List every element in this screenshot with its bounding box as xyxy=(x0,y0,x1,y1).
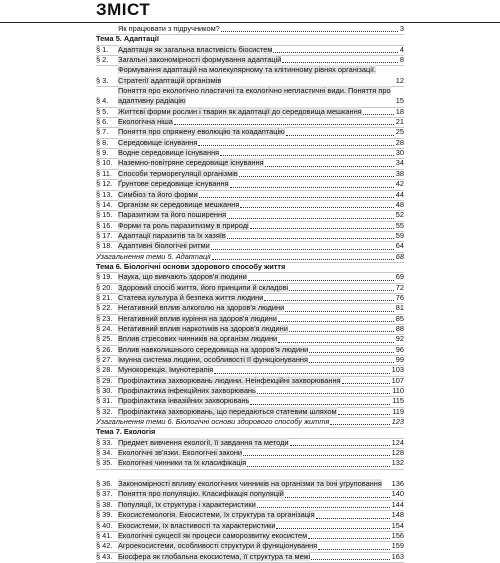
toc-entry-title: Адаптація як загальна властивість біосистем xyxy=(118,44,273,54)
toc-entry-title: Тема 7. Екологія xyxy=(96,427,156,437)
toc-row[interactable] xyxy=(96,470,404,491)
toc-entry-title: Екологічні зв'язки. Екологічні закони xyxy=(118,448,243,458)
toc-leader-dots xyxy=(227,238,394,239)
toc-leader-dots xyxy=(278,321,394,322)
toc-section-number: § 20. xyxy=(96,282,113,292)
toc-leader-dots xyxy=(264,300,393,301)
toc-leader-dots xyxy=(290,445,390,446)
toc-entry-title: Тема 5. Адаптації xyxy=(96,34,159,44)
toc-section-number: § 37. xyxy=(96,489,113,499)
toc-section-number: § 39. xyxy=(96,510,113,520)
toc-leader-dots xyxy=(221,31,398,32)
toc-entry-title: Паразитизм та його поширення xyxy=(118,210,227,220)
toc-leader-dots xyxy=(257,507,390,508)
toc-entry-title: Наука, що вивчають здоров'я людини xyxy=(118,272,247,282)
toc-page-number: 148 xyxy=(391,510,404,520)
toc-page-number: 123 xyxy=(391,417,404,427)
toc-leader-dots xyxy=(278,342,394,343)
toc-leader-dots xyxy=(211,249,394,250)
toc-entry-title: Водне середовище існування xyxy=(118,148,220,158)
toc-section-number: § 22. xyxy=(96,303,113,313)
toc-entry-title: Екологічна ніша xyxy=(118,117,173,127)
toc-entry-title: Мунокорекція. Імунотерапія xyxy=(118,365,214,375)
toc-page-number: 3 xyxy=(399,24,404,33)
toc-section-number: § 1. xyxy=(96,44,109,54)
toc-section-number: § 19. xyxy=(96,272,113,282)
toc-page-number: 12 xyxy=(395,75,404,85)
toc-entry-title: Поняття про популяцію. Класифікація популяцій xyxy=(118,489,284,499)
toc-row[interactable] xyxy=(96,553,404,563)
toc-section-number: § 26. xyxy=(96,344,113,354)
toc-leader-dots xyxy=(330,424,389,425)
toc-page-number: 18 xyxy=(395,106,404,116)
toc-entry-title: Поняття про спряжену еволюцію та коадаптацію xyxy=(118,127,285,137)
toc-leader-dots xyxy=(240,207,393,208)
toc-section-number: § 10. xyxy=(96,158,113,168)
toc-entry-title: Формування адаптацій на молекулярному та клітинному рівнях організації. Стратегії адаптацій організмів xyxy=(118,65,376,85)
toc-section-number: § 14. xyxy=(96,199,113,209)
toc-leader-dots xyxy=(273,52,397,53)
toc-entry-title: Вплив навколишнього середовища на здоров'я людини xyxy=(118,344,309,354)
toc-page-number: 88 xyxy=(395,323,404,333)
toc-entry-title: Середовище існування xyxy=(118,137,198,147)
toc-entry-title: Симбіоз та його форми xyxy=(118,189,198,199)
toc-row[interactable] xyxy=(96,459,404,469)
toc-section-number: § 34. xyxy=(96,448,113,458)
toc-entry-title: Форми та роль паразитизму в природі xyxy=(118,220,249,230)
toc-entry-title: Здоровий спосіб життя, його принципи й складові xyxy=(118,282,289,292)
toc-entry-title: Закономірності впливу екологічних чинників на організми та їхні угруповання xyxy=(118,479,382,489)
toc-section-number: § 38. xyxy=(96,499,113,509)
toc-leader-dots xyxy=(316,518,390,519)
toc-leader-dots xyxy=(282,62,398,63)
toc-section-number: § 33. xyxy=(96,437,113,447)
toc-section-number: § 8. xyxy=(96,137,109,147)
toc-page-number: 119 xyxy=(392,406,404,416)
toc-section-number: § 24. xyxy=(96,323,113,333)
toc-page-number: 64 xyxy=(395,241,404,251)
toc-page-number: 55 xyxy=(395,220,404,230)
toc-section-number: § 32. xyxy=(96,406,113,416)
toc-section-number: § 9. xyxy=(96,148,109,158)
toc-page-number: 96 xyxy=(395,344,404,354)
toc-leader-dots xyxy=(220,155,394,156)
toc-page-number: 15 xyxy=(395,96,404,106)
toc-entry-title: Вплив стресових чинників на організм людини xyxy=(118,334,278,344)
toc-page-number: 4 xyxy=(399,44,404,54)
toc-leader-dots xyxy=(250,404,390,405)
toc-page-number: 156 xyxy=(391,530,404,540)
toc-entry-title: Наземно-повітряне середовище існування xyxy=(118,158,264,168)
toc-page-number: 76 xyxy=(395,292,404,302)
page-title: ЗМІСТ xyxy=(96,0,151,19)
toc-entry-title: Екологічні чинники та їх класифікація xyxy=(118,458,247,468)
toc-page-number: 69 xyxy=(395,272,404,282)
toc-leader-dots xyxy=(289,331,394,332)
toc-section-number: § 16. xyxy=(96,220,113,230)
toc-page-number: 92 xyxy=(395,334,404,344)
toc-entry-title: Способи терморегуляції організмів xyxy=(118,168,238,178)
toc-entry-title: Екосистемологія. Екосистеми, їх структура та організація xyxy=(118,510,315,520)
toc-page-number: 124 xyxy=(391,437,404,447)
toc-leader-dots xyxy=(250,228,394,229)
toc-leader-dots xyxy=(227,218,394,219)
toc-row[interactable] xyxy=(96,87,404,108)
toc-page-number: 154 xyxy=(391,520,404,530)
toc-entry-title: Тема 6. Біологічні основи здорового способу життя xyxy=(96,261,286,271)
toc-page-number: 21 xyxy=(395,117,404,127)
toc-leader-dots xyxy=(212,259,394,260)
toc-leader-dots xyxy=(199,197,394,198)
toc-leader-dots xyxy=(239,176,394,177)
toc-page-number: 81 xyxy=(395,303,404,313)
toc-entry-title: Популяції, їх структура і характеристики xyxy=(118,499,256,509)
toc-entry-title: Поняття про екологічно пластичні та екологічно непластичні види. Поняття про адаптивну радіацію xyxy=(118,86,391,106)
toc-leader-dots xyxy=(265,166,394,167)
toc-section-number: § 12. xyxy=(96,179,113,189)
toc-section-number: § 28. xyxy=(96,365,113,375)
toc-section-number: § 40. xyxy=(96,520,113,530)
toc-entry-title: Біосфера як глобальна екосистема, її структура та межі xyxy=(118,551,311,561)
toc-page-number: 72 xyxy=(395,282,404,292)
toc-entry-title: Екосистеми, їх властивості та характеристики xyxy=(118,520,276,530)
toc-page-number: 48 xyxy=(395,199,404,209)
toc-leader-dots xyxy=(338,414,391,415)
toc-leader-dots xyxy=(286,135,394,136)
toc-section-number: § 3. xyxy=(96,75,109,85)
toc-page-number: 28 xyxy=(395,137,404,147)
toc-leader-dots xyxy=(285,311,394,312)
toc-section-number: § 11. xyxy=(96,168,112,178)
toc-section-number: § 25. xyxy=(96,334,113,344)
toc-entry-title: Профілактика інвазійних захворювань xyxy=(118,396,250,406)
toc-page-number: 103 xyxy=(391,365,404,375)
toc-page-number: 159 xyxy=(391,541,404,551)
toc-entry-title: Предмет вивчення екології, її завдання та методи xyxy=(118,437,289,447)
toc-entry-title: Узагальнення теми 6. Біологічні основи здорового способу життя xyxy=(96,417,330,427)
toc-leader-dots xyxy=(243,455,390,456)
toc-page-number: 107 xyxy=(391,375,404,385)
toc-section-number: § 6. xyxy=(96,117,109,127)
toc-page-number: 128 xyxy=(391,448,404,458)
toc-leader-dots xyxy=(248,280,394,281)
toc-leader-dots xyxy=(318,549,389,550)
toc-section-number: § 42. xyxy=(96,541,113,551)
toc-page-number: 34 xyxy=(395,158,404,168)
toc-leader-dots xyxy=(276,528,389,529)
toc-section-number: § 29. xyxy=(96,375,113,385)
toc-section-number: § 35. xyxy=(96,458,113,468)
toc-leader-dots xyxy=(247,466,389,467)
toc-entry-title: Профілактика захворювань людини. Неінфекційні захворювання xyxy=(118,375,341,385)
toc-section-number: § 21. xyxy=(96,292,113,302)
toc-page-number: 115 xyxy=(392,396,404,406)
toc-entry-title: Життєві форми рослин і тварин як адаптації до середовища мешкання xyxy=(118,106,362,116)
toc-section-number: § 15. xyxy=(96,210,113,220)
toc-page-number: 136 xyxy=(391,479,404,489)
toc-section-number: § 43. xyxy=(96,551,113,561)
toc-section-number: § 41. xyxy=(96,530,113,540)
toc-section-number: § 7. xyxy=(96,127,109,137)
toc-leader-dots xyxy=(342,383,390,384)
toc-section-number: § 2. xyxy=(96,55,109,65)
toc-page-number: 8 xyxy=(399,55,404,65)
toc-entry-title: Адаптивні біологічні ритми xyxy=(118,241,210,251)
toc-section-number: § 23. xyxy=(96,313,113,323)
toc-leader-dots xyxy=(363,114,394,115)
toc-section-number: § 4. xyxy=(96,96,109,106)
toc-entry-title: Екологічні сукцесії як процеси саморозвитку екосистем xyxy=(118,530,308,540)
toc-entry-title: Негативний вплив алкоголю на здоров'я людини xyxy=(118,303,285,313)
toc-leader-dots xyxy=(174,124,394,125)
toc-page-number: 42 xyxy=(395,179,404,189)
table-of-contents xyxy=(96,25,404,563)
toc-entry-title: Профілактика захворювань, що передаються статевим шляхом xyxy=(118,406,337,416)
toc-page-number: 30 xyxy=(395,148,404,158)
toc-leader-dots xyxy=(285,497,390,498)
toc-page-number: 52 xyxy=(395,210,404,220)
toc-entry-title: Негативний вплив наркотиків на здоров'я людини xyxy=(118,323,288,333)
toc-page-number: 144 xyxy=(391,499,404,509)
toc-leader-dots xyxy=(289,290,394,291)
toc-leader-dots xyxy=(257,393,390,394)
toc-leader-dots xyxy=(309,362,394,363)
toc-leader-dots xyxy=(311,559,389,560)
toc-entry-title: Негативний вплив куріння на здоров'я людини xyxy=(118,313,277,323)
toc-section-number: § 27. xyxy=(96,355,113,364)
toc-page-number: 110 xyxy=(392,386,404,396)
toc-entry-title: Ґрунтове середовище існування xyxy=(118,179,229,189)
toc-page-number: 99 xyxy=(395,355,404,364)
toc-section-number: § 13. xyxy=(96,189,113,199)
toc-page-number: 163 xyxy=(391,551,404,561)
toc-entry-title: Імунна система людини, особливості її функціонування xyxy=(118,355,308,364)
toc-entry-title: Профілактика інфекційних захворювань xyxy=(118,386,256,396)
toc-section-number: § 17. xyxy=(96,230,113,240)
toc-page-number: 38 xyxy=(395,168,404,178)
toc-entry-title: Статева культура й безпека життя людини xyxy=(118,292,264,302)
toc-entry-title: Загальні закономірності формування адаптацій xyxy=(118,55,282,65)
toc-page-number: 68 xyxy=(395,251,404,261)
toc-page-number: 44 xyxy=(395,189,404,199)
toc-page-number: 25 xyxy=(395,127,404,137)
toc-section-number: § 31. xyxy=(96,396,113,406)
toc-leader-dots xyxy=(198,145,393,146)
toc-page-number: 132 xyxy=(391,458,404,468)
toc-section-number: § 5. xyxy=(96,106,109,116)
toc-section-number: § 30. xyxy=(96,386,113,396)
toc-page-number: 140 xyxy=(391,489,404,499)
toc-section-number: § 18. xyxy=(96,241,113,251)
toc-entry-title: Організм як середовище мешкання xyxy=(118,199,240,209)
toc-leader-dots xyxy=(214,373,389,374)
toc-leader-dots xyxy=(309,352,393,353)
toc-page-number: 85 xyxy=(395,313,404,323)
toc-entry-title: Як працювати з підручником? xyxy=(118,24,220,33)
toc-entry-title: Адаптації паразитів та їх хазяїв xyxy=(118,230,226,240)
toc-leader-dots xyxy=(308,538,389,539)
toc-entry-title: Узагальнення теми 5. Адаптації xyxy=(96,251,211,261)
toc-entry-title: Агроекосистеми, особливості структури й функціонування xyxy=(118,541,318,551)
toc-section-number: § 36. xyxy=(96,479,113,489)
toc-page-number: 59 xyxy=(395,230,404,240)
toc-leader-dots xyxy=(230,187,394,188)
toc-row[interactable] xyxy=(96,66,404,87)
title-bar xyxy=(0,0,500,23)
